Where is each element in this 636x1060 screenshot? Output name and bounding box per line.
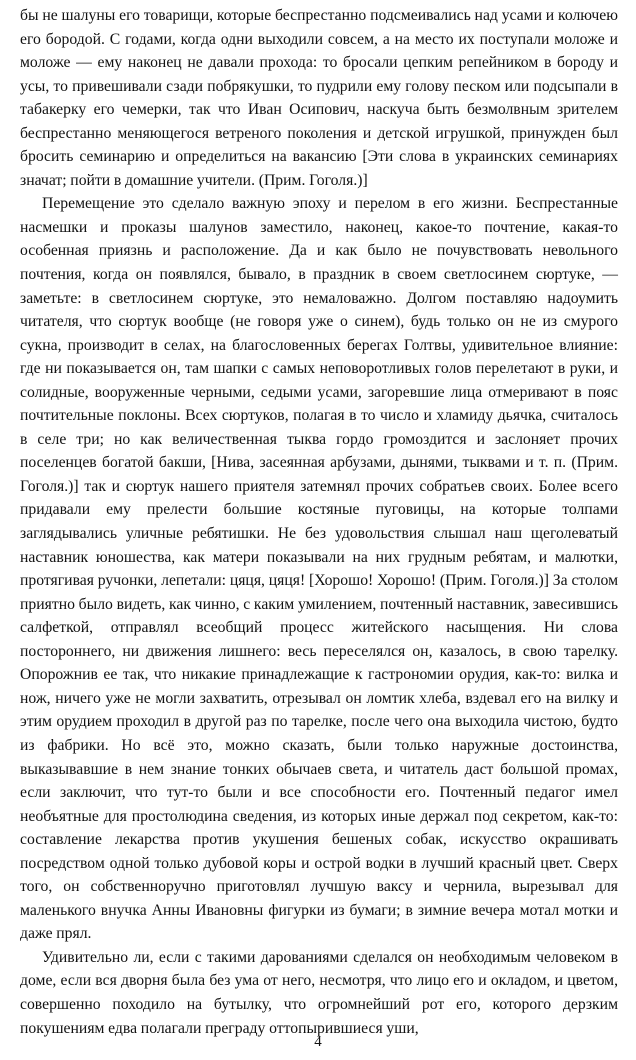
page-number: 4 [314,1034,322,1050]
paragraph-talents: Удивительно ли, если с такими дарованиями сделался он необходимым человеком в доме, если вся дворня была без ума от него, несмотря, что лицо его и окладом, и цветом, совершенно походило на бутылку, что огромнейший рот его, которого дерзким покушениям едва полагали преграду оттопырившиеся уши, [20,948,618,1037]
paragraph-continued: бы не шалуны его товарищи, которые беспрестанно подсмеивались над усами и колючею его бородой. С годами, когда одни выходили совсем, а на место их поступали моложе и моложе — ему наконец не давали прохода: то бросали цепким репейником в бороду и усы, то привешивали сзади побрякушки, то пудрили ему голову песком или подсыпали в табакерку его чемерки, так что Иван Осипович, наскуча быть безмолвным зрителем беспрестанно меняющегося ветреного поколения и детской игрушкой, принужден был бросить семинарию и определиться на вакансию [Эти слова в украинских семинариях значат; пойти в домашние учители. (Прим. Гоголя.)] [20,7,618,189]
book-page [20,4,618,1040]
paragraph-relocation: Перемещение это сделало важную эпоху и перелом в его жизни. Беспрестанные насмешки и проказы шалунов заместило, наконец, какое-то почтение, какая-то особенная приязнь и расположение. Да и как было не почувствовать невольного почтения, когда он появлялся, бывало, в праздник в своем светлосинем сюртуке, — заметьте: в светлосинем сюртуке, это немаловажно. Долгом поставляю надоумить читателя, что сюртук вообще (не говоря уже о синем), будь только он не из смурого сукна, производит в селах, на благословенных берегах Голтвы, удивительное влияние: где ни показывается он, там шапки с самых неповоротливых голов перелетают в руки, и солидные, вооруженные черными, седыми усами, загоревшие лица отмеривают в пояс почтительные поклоны. Всех сюртуков, полагая в то число и хламиду дьячка, считалось в селе три; но как величественная тыква гордо громоздится и заслоняет прочих поселенцев богатой бакши, [Нива, засеянная арбузами, дынями, тыквами и т. п. (Прим. Гоголя.)] так и сюртук нашего приятеля затемнял прочих собратьев своих. Более всего придавали ему прелести большие костяные пуговицы, на которые толпами заглядывались уличные ребятишки. Не без удовольствия слышал наш щеголеватый наставник юношества, как матери показывали на них грудным ребятам, и малютки, протягивая ручонки, лепетали: цяця, цяця! [Хорошо! Хорошо! (Прим. Гоголя.)] За столом приятно было видеть, как чинно, с каким умилением, почтенный наставник, завесившись салфеткой, отправлял всеобщий процесс житейского насыщения. Ни слова постороннего, ни движения лишнего: весь переселялся он, казалось, в свою тарелку. Опорожнив ее так, что никакие принадлежащие к гастрономии орудия, как-то: вилка и нож, ничего уже не могли захватить, отрезывал он ломтик хлеба, вздевал его на вилку и этим орудием проходил в другой раз по тарелке, после чего она выходила чистою, будто из фабрики. Но всё это, можно сказать, были только наружные достоинства, выказывавшие в нем знание тонких обычаев света, и читатель даст большой промах, если заключит, что тут-то были и все способности его. Почтенный педагог имел необъятные для простолюдина сведения, из которых иные держал под секретом, как-то: составление лекарства против укушения бешеных собак, искусство окрашивать посредством одной только дубовой коры и острой водки в лучший красный цвет. Сверх того, он собственноручно приготовлял лучшую ваксу и чернила, вырезывал для маленького внучка Анны Ивановны фигурки из бумаги; в зимние вечера мотал мотки и даже прял. [20,195,618,943]
